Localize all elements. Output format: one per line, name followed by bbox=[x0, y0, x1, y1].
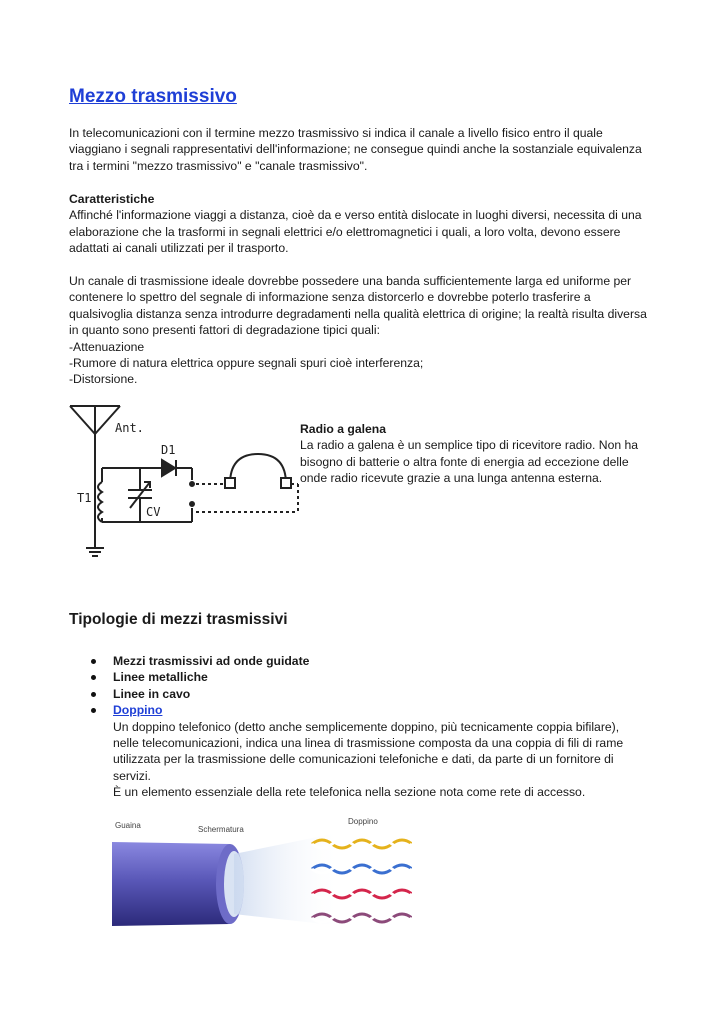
section-title: Tipologie di mezzi trasmissivi bbox=[69, 611, 288, 628]
intro-line: In telecomunicazioni con il termine mezzo trasmissivo si indica il canale a livello fisico entro il quale bbox=[69, 126, 603, 140]
antenna-label: Ant. bbox=[115, 421, 144, 435]
doppino-line: Un doppino telefonico (detto anche semplicemente doppino, più tecnicamente coppia bifilare), bbox=[113, 719, 620, 734]
pair-label: Doppino bbox=[348, 817, 378, 826]
degradation-item: -Attenuazione bbox=[69, 339, 145, 354]
transformer-label: T1 bbox=[77, 491, 92, 505]
bullet-icon bbox=[91, 692, 96, 697]
crystal-radio-circuit-diagram bbox=[62, 402, 302, 562]
antenna-icon bbox=[70, 406, 120, 464]
degradation-item: -Distorsione. bbox=[69, 372, 138, 387]
ideal-channel-line: Un canale di trasmissione ideale dovrebbe possedere una banda sufficientemente larga ed uniforme per bbox=[69, 274, 632, 288]
doppino-line: È un elemento essenziale della rete telefonica nella sezione nota come rete di accesso. bbox=[113, 785, 586, 800]
doppino-line: utilizzata per la trasmissione delle comunicazioni telefoniche e dati, da parte di un fornitore di bbox=[113, 752, 614, 767]
diode-label: D1 bbox=[161, 443, 176, 457]
list-item bbox=[88, 653, 668, 669]
ideal-channel-paragraph bbox=[69, 273, 664, 388]
bullet-icon bbox=[91, 659, 96, 664]
media-types-list bbox=[88, 653, 668, 801]
list-item bbox=[88, 669, 668, 685]
bullet-icon bbox=[91, 708, 96, 713]
twisted-pair-cable-image bbox=[112, 814, 412, 934]
characteristics-heading: Caratteristiche bbox=[69, 192, 155, 206]
characteristics-line: elaborazione che la trasformi in segnali elettrici e/o elettromagnetici i quali, a loro volta, devono essere bbox=[69, 224, 621, 239]
diode-icon bbox=[140, 460, 192, 476]
characteristics-paragraph bbox=[69, 191, 664, 257]
list-item-label: Linee metalliche bbox=[113, 670, 208, 685]
sheath-label: Guaina bbox=[115, 821, 141, 830]
intro-line: viaggiano i segnali rappresentativi dell'informazione; ne consegue quindi anche la sostanziale equivalenza bbox=[69, 142, 642, 157]
ground-icon bbox=[86, 542, 104, 556]
doppino-line: nelle telecomunicazioni, indica una linea di trasmissione composta da una coppia di fili di rame bbox=[113, 736, 624, 751]
capacitor-label: CV bbox=[146, 505, 161, 519]
list-item bbox=[88, 686, 668, 702]
bullet-icon bbox=[91, 675, 96, 680]
radio-line: bisogno di batterie o altra fonte di energia ad eccezione delle bbox=[300, 454, 629, 469]
list-item-label: Mezzi trasmissivi ad onde guidate bbox=[113, 654, 310, 668]
radio-description bbox=[300, 421, 660, 487]
list-item bbox=[88, 702, 668, 800]
ideal-channel-line: in quanto sono presenti fattori di degradazione tipici quali: bbox=[69, 323, 380, 338]
radio-line: onde radio ricevute grazie a una lunga antenna esterna. bbox=[300, 471, 603, 486]
intro-line: tra i termini "mezzo trasmissivo" e "canale trasmissivo". bbox=[69, 158, 368, 173]
doppino-link[interactable]: Doppino bbox=[113, 703, 163, 718]
radio-line: La radio a galena è un semplice tipo di ricevitore radio. Non ha bbox=[300, 438, 639, 453]
ideal-channel-line: contenere lo spettro del segnale di informazione senza distorcerlo e dovrebbe poterlo trasferire a bbox=[69, 290, 591, 305]
intro-paragraph bbox=[69, 125, 664, 174]
doppino-line: servizi. bbox=[113, 768, 151, 783]
coil-icon bbox=[95, 464, 102, 542]
headphones-icon bbox=[196, 454, 298, 512]
list-item-label: Linee in cavo bbox=[113, 686, 191, 701]
degradation-item: -Rumore di natura elettrica oppure segnali spuri cioè interferenza; bbox=[69, 356, 424, 371]
shield-label: Schermatura bbox=[198, 825, 244, 834]
radio-heading: Radio a galena bbox=[300, 422, 387, 436]
page-title[interactable]: Mezzo trasmissivo bbox=[69, 86, 237, 107]
characteristics-line: Affinché l'informazione viaggi a distanza, cioè da e verso entità dislocate in luoghi diversi, necessita di una bbox=[69, 208, 642, 223]
characteristics-line: adattati ai canali utilizzati per il trasporto. bbox=[69, 241, 289, 256]
ideal-channel-line: qualsivoglia distanza senza introdurre degradamenti nella qualità elettrica di origine; la realtà risulta diversa bbox=[69, 306, 647, 321]
